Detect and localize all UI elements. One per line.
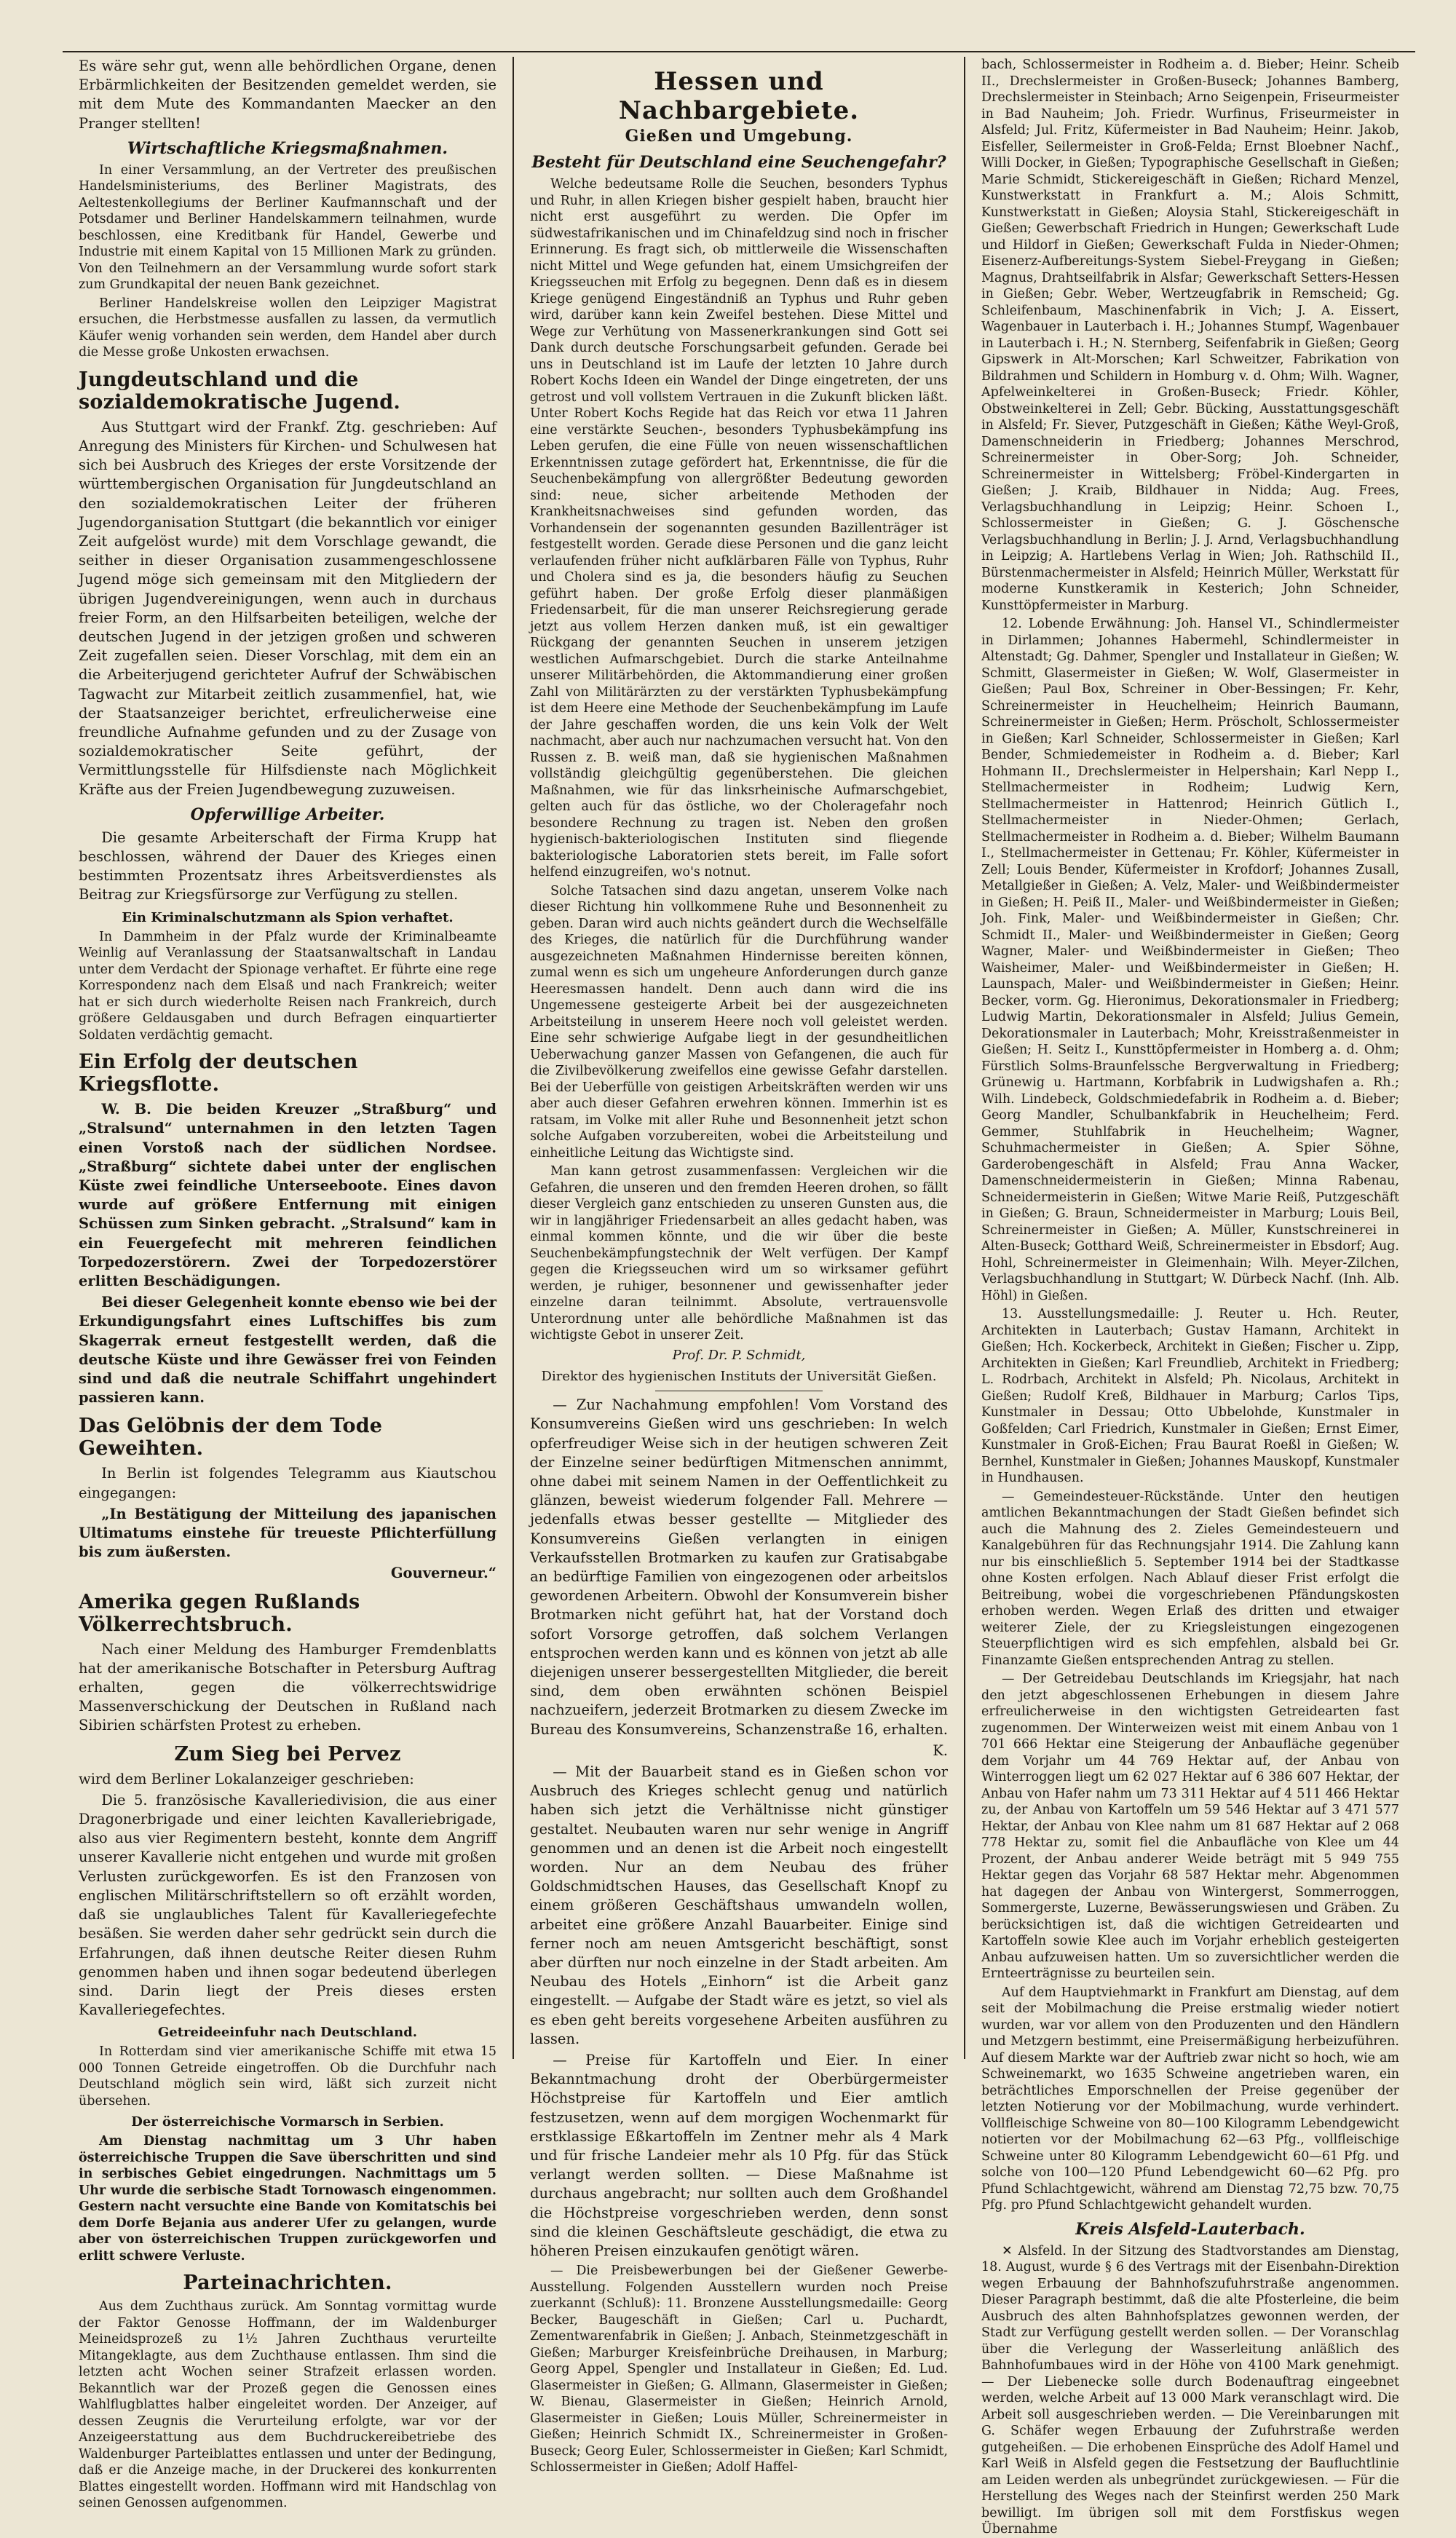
gemeinde-text: — Gemeindesteuer-Rückstände. Unter den heutigen amtlichen Bekanntmachungen der Stadt Gießen befindet sich auch die Mahnung des 2. Zieles Gemeindesteuern und Kanalgebühren für das Rechnungsjahr 1914. Die Zahlung kann nur bis einschließlich 5. September 1914 bei der Stadtkasse ohne Kosten erfolgen. Nach Ablauf dieser Frist erfolgt die Beitreibung, wobei die vorgeschriebenen Pfändungskosten erhoben werden. Wegen Erlaß des dritten und etwaiger weiterer Ziele, der zu Kriegsleistungen eingezogenen Steuerpflichtigen wird es sich empfehlen, alsbald bei Gr. Finanzamte Gießen entsprechenden Antrag zu stellen. (981, 1489, 1399, 1668)
serbien-text: Am Dienstag nachmittag um 3 Uhr haben österreichische Truppen die Save überschritten und sind in serbisches Gebiet eingedrungen. Nachmittags um 5 Uhr wurde die serbische Stadt Tornowasch eingenommen. Gestern nacht versuchte eine Bande von Komitatschis bei dem Dorfe Bejania aus anderer Ufer zu gelangen, wurde aber von österreichischen Truppen zurückgeworfen und erlitt schwere Verluste. (79, 2134, 496, 2264)
heading-getreide: Getreideeinfuhr nach Deutschland. (157, 2025, 418, 2041)
kreis-text: ✕ Alsfeld. In der Sitzung des Stadtvorstandes am Dienstag, 18. August, wurde § 6 des Vertrags mit der Eisenbahn-Direktion wegen Erbauung der Bahnhofszufuhrstraße angenommen. Dieser Paragraph bestimmt, daß die alte Pfosterleine, die beim Ausbruch des alten Bahnhofsplatzes gewonnen werden, der Stadt zur Verfügung gestellt werden sollen. — Der Voranschlag über die Verlegung der Wasserleitung anläßlich des Bahnhofumbaues wird in der Höhe von 4100 Mark genehmigt. — Der Liebenecke solle durch Bodenauftrag eingeebnet werden, welche Arbeit auf 13 000 Mark veranschlagt wird. Die Arbeit soll ausgeschrieben werden. — Die Vereinbarungen mit G. Schäfer wegen Erbauung der Zufuhrstraße werden gutgeheißen. — Die erhobenen Einsprüche des Adolf Hamel und Karl Weiß in Alsfeld gegen die Festsetzung der Baufluchtlinie am Leiden werden als unbegründet zurückgewiesen. — Für die Herstellung des Weges nach der Steinfirst werden 250 Mark bewilligt. Im übrigen soll mit dem Forstfiskus wegen Übernahme (981, 2243, 1400, 2537)
flotte-text-2: Bei dieser Gelegenheit konnte ebenso wie bei der Erkundigungsfahrt eines Luftschiffes bis zum Skagerrak erneut festgestellt werden, daß die deutsche Küste und ihre Gewässer frei von Feinden sind und daß die neutrale Schiffahrt ungehindert passieren kann. (79, 1294, 496, 1407)
getreidebau-text: — Der Getreidebau Deutschlands im Kriegsjahr, hat nach den jetzt abgeschlossenen Erhebungen in diesem Jahre erfreulicherweise in den wichtigsten Getreidearten fast zugenommen. Der Winterweizen weist mit einem Anbau von 1 701 666 Hektar eine Steigerung der Anbaufläche gegenüber dem Vorjahr um 44 769 Hektar auf, der Anbau von Winterroggen liegt um 62 027 Hektar auf 6 386 607 Hektar, der Anbau von Hafer nahm um 73 311 Hektar auf 4 511 466 Hektar zu, der Anbau von Kartoffeln um 59 546 Hektar auf 3 471 577 Hektar, der Anbau von Klee nahm um 81 687 Hektar auf 2 068 778 Hektar zu, somit fiel die Anbaufläche von Klee um 44 Prozent, der Anbau anderer Weide beträgt mit 5 949 755 Hektar gegen das Vorjahr 68 587 Hektar mehr. Abgenommen hat dagegen der Anbau von Wintergerst, Sommerroggen, Sommergerste, Luzerne, Bewässerungswiesen und Gräben. Zu berücksichtigen ist, daß die wichtigen Getreidearten und Kartoffeln sowie Klee auch im Vorjahr erheblich gesteigerten Anbau aufzuweisen hatten. Um so zuversichtlicher werden die Ernteerträgnisse zu beurteilen sein. (981, 1672, 1399, 1981)
kriegsmassnahmen-text-1: In einer Versammlung, an der Vertreter des preußischen Handelsministeriums, des Berliner Magistrats, des Aeltestenkollegiums der Berliner Kaufmannschaft und der Potsdamer und Berliner Handelskammern teilnahmen, wurde beschlossen, eine Kreditbank für Handel, Gewerbe und Industrie mit einem Kapital von 15 Millionen Mark zu gründen. Von den Teilnehmern an der Versammlung wurde sofort stark zum Grundkapital der neuen Bank gezeichnet. (79, 162, 496, 293)
seuche-text-3: Man kann getrost zusammenfassen: Vergleichen wir die Gefahren, die unseren und den fremden Heeren drohen, so fällt dieser Vergleich ganz entschieden zu unseren Gunsten aus, die wir in langjähriger Friedensarbeit an alles gedacht haben, was einmal kommen könnte, und die wir über die beste Seuchenbekämpfungstechnik der Welt verfügen. Der Kampf gegen die Kriegsseuchen wird um so wirksamer geführt werden, je ruhiger, besonnener und gewissenhafter jeder einzelne daran teilnimmt. Absolute, vertrauensvolle Unterordnung unter alle behördliche Maßnahmen ist das wichtigste Gebot in unserer Zeit. (530, 1164, 948, 1343)
bauarbeit-text: — Mit der Bauarbeit stand es in Gießen schon vor Ausbruch des Krieges schlecht genug und natürlich haben sich jetzt die Verhältnisse nicht günstiger gestaltet. Neubauten waren nur sehr wenige in Angriff genommen und an denen ist die Arbeit noch eingestellt worden. Nur an dem Neubau des früher Goldschmidtschen Hauses, das Gesellschaft Knopf zu einem größeren Geschäftshaus umwandeln wollen, arbeitet eine größere Anzahl Bauarbeiter. Einige sind ferner noch am neuen Amtsgericht beschäftigt, sonst aber dürften nur noch einzelne in der Stadt arbeiten. Am Neubau des Hotels „Einhorn“ ist die Arbeit ganz eingestellt. — Aufgabe der Stadt wäre es jetzt, so viel als es eben geht bereits vorgesehene Arbeiten ausführen zu lassen. (530, 1763, 948, 2047)
heading-spion: Ein Kriminalschutzmann als Spion verhaftet. (122, 909, 454, 925)
geloebnis-text-1: In Berlin ist folgendes Telegramm aus Kiautschou eingegangen: (79, 1465, 496, 1501)
liste-text-3: 13. Ausstellungsmedaille: J. Reuter u. Hch. Reuter, Architekten in Lauterbach; Gustav Hamann, Architekt in Gießen; Hch. Kockerbeck, Architekt in Gießen; Fischer u. Zipp, Architekten in Gießen; Karl Freundlieb, Architekt in Friedberg; L. Rodrbach, Architekt in Alsfeld; Ph. Nicolaus, Architekt in Gießen; Rudolf Kreß, Bildhauer in Marburg; Carlos Tips, Kunstmaler in Dessau; Otto Ubbelohde, Kunstmaler in Goßfelden; Carl Friedrich, Kunstmaler in Gießen; Ernst Eimer, Kunstmaler in Groß-Eichen; Frau Baurat Roeßl in Gießen; W. Bernhel, Kunstmaler in Gießen; Johannes Mauskopf, Kunstmaler in Hundhausen. (981, 1307, 1399, 1485)
heading-geloebnis: Das Gelöbnis der dem Tode Geweihten. (79, 1415, 383, 1460)
spion-text: In Dammheim in der Pfalz wurde der Kriminalbeamte Weinlig auf Veranlassung der Staatsanwaltschaft in Landau unter dem Verdacht der Spionage verhaftet. Er führte eine rege Korrespondenz nach dem Elsaß und nach Frankreich; weiter hat er sich durch wiederholte Reisen nach Frankreich, durch größere Geldausgaben und durch Befragen einquartierter Soldaten verdächtig gemacht. (79, 929, 496, 1043)
preise-text: — Preise für Kartoffeln und Eier. In einer Bekanntmachung droht der Oberbürgermeister Höchstpreise für Kartoffeln und Eier amtlich festzusetzen, wenn auf dem morgigen Wochenmarkt für erstklassige Eßkartoffeln im Zentner mehr als 4 Mark und für frische Landeier mehr als 10 Pfg. für das Stück verlangt werden sollten. — Diese Maßnahme ist durchaus angebracht; nur sollten auch dem Großhandel die Höchstpreise vorgeschrieben werden, denn sonst sind die kleinen Geschäftsleute geschädigt, die etwa zu höheren Preisen einzukaufen genötigt wären. (530, 2052, 948, 2260)
column-3 (964, 57, 1415, 2537)
seuche-signature-2: Direktor des hygienischen Instituts der Universität Gießen. (541, 1368, 937, 1384)
seuche-text-2: Solche Tatsachen sind dazu angetan, unserem Volke nach dieser Richtung hin vollkommene Ruhe und Besonnenheit zu geben. Daran wird auch nichts geändert durch die Wechselfälle des Krieges, die natürlich für die Durchführung wander ausgezeichneten Maßnahmen Hindernisse bereiten können, zumal wenn es sich um ungeheure Anforderungen durch ganze Heeresmassen handelt. Denn auch dann wird die ins Ungemessene gesteigerte Arbeit bei der ausgezeichneten Arbeitsteilung in unserem Heere noch voll geleistet werden. Eine sehr schwierige Aufgabe liegt in der gesundheitlichen Ueberwachung ganzer Massen von Gefangenen, die auch für die Zivilbevölkerung zweifellos eine gewisse Gefahr darstellen. Bei der Ueberfülle von geistigen Arbeitskräften werden wir uns aber auch dieser Gefahren erwehren können. Immerhin ist es ratsam, im Volke mit aller Ruhe und Besonnenheit jetzt schon solche Aufgaben vorzubereiten, wobei die Arbeitsteilung und einheitliche Leitung das Wichtigste sind. (530, 883, 948, 1161)
geloebnis-text-2: „In Bestätigung der Mitteilung des japanischen Ultimatums einstehe für treueste Pflichterfüllung bis zum äußersten. (79, 1505, 496, 1561)
viehmarkt-text: Auf dem Hauptviehmarkt in Frankfurt am Dienstag, auf dem seit der Mobilmachung die Preise erstmalig wieder notiert wurden, war vor allem von den Produzenten und den Händlern und Metzgern bestimmt, eine Preisermäßigung herbeizuführen. Auf diesem Markte war der Auftrieb zwar nicht so hoch, wie am Schweinemarkt, wo 1635 Schweine angetrieben waren, ein beträchtliches Emporschnellen der Preise gegenüber der letzten Notierung vor der Mobilmachung, wurde verhindert. Vollfleischige Schweine von 80—100 Kilogramm Lebendgewicht notierten vor der Mobilmachung 62—63 Pfg., vollfleischige Schweine unter 80 Kilogramm Lebendgewicht 60—61 Pfg. und solche von 100—120 Pfund Lebendgewicht 60—62 Pfg. pro Pfund Schlachtgewicht, während am Dienstag 72,75 bzw. 70,75 Pfg. pro Pfund Schlachtgewicht gehandelt wurden. (981, 1985, 1399, 2213)
pervez-text-2: Die 5. französische Kavalleriedivision, die aus einer Dragonerbrigade und einer leichten Kavalleriebrigade, also aus vier Regimentern besteht, konnte dem Angriff unserer Kavallerie nicht entgehen und wurde mit großen Verlusten zurückgeworfen. Es ist den Franzosen von englischen Militärschriftstellern so oft erzählt worden, daß sie unglaubliches Talent für Kavalleriegefechte besäßen. Sie werden daher sehr gedrückt sein durch die Erfahrungen, daß ihnen deutsche Reiter diesen Ruhm genommen haben und ihnen sogar bedeutend überlegen sind. Darin liegt der Preis dieses ersten Kavalleriegefechtes. (79, 1791, 496, 2019)
liste-text-1: bach, Schlossermeister in Rodheim a. d. Bieber; Heinr. Scheib II., Drechslermeister in Großen-Buseck; Johannes Bamberg, Drechslermeister in Steinbach; Arno Seigenpein, Friseurmeister in Bad Nauheim; Joh. Friedr. Wurfinus, Friseurmeister in Alsfeld; Jul. Fritz, Küfermeister in Bad Nauheim; Heinr. Jakob, Eisfeller, Seilermeister in Groß-Felda; Ernst Bloebner Nachf., Willi Docker, in Gießen; Typographische Gesellschaft in Gießen; Marie Schmidt, Stickereigeschäft in Gießen; Richard Menzel, Kunstwerkstatt in Frankfurt a. M.; Alois Schmitt, Kunstwerkstatt in Gießen; Aloysia Stahl, Stickereigeschäft in Gießen; Gewerbschaft Friedrich in Hungen; Gewerkschaft Lude und Hildorf in Gießen; Gewerkschaft Fulda in Nieder-Ohmen; Eisenerz-Aufbereitungs-System Siebel-Freygang in Gießen; Magnus, Drahtseilfabrik in Alsfar; Gewerkschaft Setters-Hessen in Gießen; Gebr. Weber, Wertzeugfabrik in Remscheid; Gg. Schleifenbaum, Maschinenfabrik in Vich; J. A. Eissert, Wagenbauer in Lauterbach i. H.; Johannes Stumpf, Wagenbauer in Lauterbach i. H.; N. Sternberg, Seifenfabrik in Gießen; Georg Gipswerk in Alt-Morschen; Karl Schweitzer, Fabrikation von Bildrahmen und Schildern in Homburg v. d. Ohm; Wilh. Wagner, Apfelweinkelterei in Großen-Buseck; Friedr. Köhler, Obstweinkelterei in Zell; Gebr. Bücking, Ausstattungsgeschäft in Alsfeld; Fr. Siever, Putzgeschäft in Gießen; Käthe Weyl-Groß, Damenschneiderin in Friedberg; Johannes Merschrod, Schreinermeister in Ober-Sorg; Joh. Schneider, Schreinermeister in Wittelsberg; Fröbel-Kindergarten in Gießen; J. Kraib, Bildhauer in Nidda; Aug. Frees, Verlagsbuchhandlung in Leipzig; Heinr. Schoen I., Schlossermeister in Gießen; G. J. Göschensche Verlagsbuchhandlung in Berlin; J. J. Arnd, Verlagsbuchhandlung in Leipzig; A. Hartlebens Verlag in Wien; Joh. Rathschild II., Bürstenmachermeister in Alsfeld; Heinrich Müller, Werkstatt für moderne Kunstkeramik in Kesterich; John Schneider, Kunsttöpfermeister in Marburg. (981, 58, 1400, 613)
heading-jugend: Jungdeutschland und die sozialdemokratische Jugend. (79, 368, 400, 414)
section-banner: Hessen und Nachbargebiete. (618, 67, 860, 125)
heading-seuche: Besteht für Deutschland eine Seuchengefahr? (531, 153, 946, 173)
heading-serbien: Der österreichische Vormarsch in Serbien. (131, 2114, 444, 2130)
arbeiter-text: Die gesamte Arbeiterschaft der Firma Krupp hat beschlossen, während der Dauer des Krieges einen bestimmten Prozentsatz ihres Arbeitsverdienstes als Beitrag zur Kriegsfürsorge zur Verfügung zu stellen. (79, 829, 496, 904)
section-subbanner: Gießen und Umgebung. (625, 127, 853, 146)
heading-arbeiter: Opferwillige Arbeiter. (190, 805, 385, 824)
jugend-text: Aus Stuttgart wird der Frankf. Ztg. geschrieben: Auf Anregung des Ministers für Kirchen- und Schulwesen hat sich bei Ausbruch des Krieges der erste Vorsitzende der württembergischen Organisation für Jungdeutschland an den sozialdemokratischen Leiter der früheren Jugendorganisation Stuttgart (die bekanntlich vor einiger Zeit aufgelöst wurde) mit dem Vorschlage gewandt, die seither in dieser Organisation zusammengeschlossene Jugend möge sich gemeinsam mit den Mitgliedern der übrigen Jugendvereinigungen, wenn auch in durchaus freier Form, an den Hilfsarbeiten beteiligen, welche der deutschen Jugend in der jetzigen großen und schweren Zeit zugefallen seien. Dieser Vorschlag, mit dem ein an die Arbeiterjugend gerichteter Aufruf der Schwäbischen Tagwacht zur Mitarbeit zeitlich zusammenfiel, hat, wie der Staatsanzeiger berichtet, erfreulicherweise eine freundliche Aufnahme gefunden und zu der Zusage von sozialdemokratischer Seite geführt, der Vermittlungsstelle für Hilfsdienste nach Möglichkeit Kräfte aus der Freien Jugendbewegung zuzuweisen. (79, 418, 496, 798)
geloebnis-signature: Gouverneur.“ (390, 1565, 496, 1582)
heading-partei: Parteinachrichten. (183, 2272, 392, 2295)
seuche-text-1: Welche bedeutsame Rolle die Seuchen, besonders Typhus und Ruhr, in allen Kriegen bisher gespielt haben, braucht hier nicht erst ausgeführt zu werden. Die Opfer im südwestafrikanischen und im Chinafeldzug sind noch in frischer Erinnerung. Es fragt sich, ob mittlerweile die Wissenschaften nicht Mittel und Wege gefunden hat, einem Umsichgreifen der Kriegsseuchen mit Erfolg zu begegnen. Denn daß es in diesem Kriege genügend Eingeständniß an Typhus und Ruhr geben wird, darüber kann kein Zweifel bestehen. Diese Mittel und Wege zur Verhütung von Massenerkrankungen sind Gott sei Dank durch deutsche Forschungsarbeit gefunden. Gerade bei uns in Deutschland ist im Laufe der letzten 10 Jahre durch Robert Kochs Ideen ein Wandel der Dinge eingetreten, der uns getrost und voll vollstem Vertrauen in die Zukunft blicken läßt. Unter Robert Kochs Regide hat das Reich vor etwa 11 Jahren eine verstärkte Seuchen-, besonders Typhusbekämpfung ins Leben gerufen, die eine Fülle von neuen wissenschaftlichen Erkenntnissen zutage gefördert hat, Erkenntnisse, die für die Seuchenbekämpfung von allergrößter Bedeutung geworden sind: neue, sicher arbeitende Methoden der Krankheitsnachweises sind gefunden worden, das Vorhandensein der sogenannten gesunden Bazillenträger ist festgestellt worden. Gerade diese Personen und die ganz leicht verlaufenden früher nicht aufklärbaren Fälle von Typhus, Ruhr und Cholera sind es ja, die besonders häufig zu Seuchen geführt haben. Der große Erfolg dieser planmäßigen Friedensarbeit, für die man unserer Reichsregierung gerade jetzt aus vollem Herzen danken muß, ist ein gewaltiger Rückgang der genannten Seuchen in unserem jetzigen westlichen Aufmarschgebiet. Durch die starke Anteilnahme unserer Militärbehörden, die Aktommandierung einer großen Zahl von Militärärzten zu der verstärkten Typhusbekämpfung ist dem Heere eine Methode der Seuchenbekämpfung im Laufe der Jahre geschaffen worden, die uns kein Volk der Welt nachmacht, aber auch nur nachzumachen versucht hat. Von den Russen z. B. weiß man, daß sie hygienischen Maßnahmen vollständig gleichgültig gegenüberstehen. Die gleichen Maßnahmen, wie für das linksrheinische Aufmarschgebiet, gelten auch für das östliche, wo der Choleragefahr noch besondere Rechnung zu tragen ist. Neben den großen hygienisch-bakteriologischen Instituten sind fliegende bakteriologische Laboratorien stets bereit, im Falle sofort helfend einzugreifen, wo's notnut. (530, 177, 948, 880)
kriegsmassnahmen-text-2: Berliner Handelskreise wollen den Leipziger Magistrat ersuchen, die Herbstmesse ausfallen zu lassen, da vermutlich Käufer wenig vorhanden sein werden, dem Handel aber durch die Messe große Unkosten erwachsen. (79, 296, 496, 360)
heading-pervez: Zum Sieg bei Pervez (174, 1742, 401, 1766)
pervez-text-1: wird dem Berliner Lokalanzeiger geschrieben: (79, 1770, 414, 1787)
seuche-signature: Prof. Dr. P. Schmidt, (672, 1347, 806, 1363)
nachahmung-text: — Zur Nachahmung empfohlen! Vom Vorstand des Konsumvereins Gießen wird uns geschrieben: In welch opferfreudiger Weise sich in der heutigen schweren Zeit der Einzelne seiner bedürftigen Mitmenschen annimmt, ohne dabei mit seinem Namen in der Oeffentlichkeit zu glänzen, beweist wiederum folgender Fall. Mehrere — jedenfalls etwas besser gestellte — Mitglieder des Konsumvereins Gießen verlangten in einigen Verkaufsstellen Brotmarken zu kaufen zur Gratisabgabe an bedürftige Familien von eingezogenen oder arbeitslos gewordenen Arbeitern. Obwohl der Konsumverein bisher Brotmarken nicht geführt hat, hat der Vorstand doch sofort Vorsorge getroffen, daß solchem Verlangen entsprochen werden kann und es können von jetzt ab alle diejenigen unserer bessergestellten Mitglieder, die bereit sind, dem oben erwähnten schönen Beispiel nachzueifern, jederzeit Brotmarken zu diesem Zwecke im Bureau des Konsumvereins, Schanzenstraße 16, erhalten. (530, 1396, 948, 1738)
heading-flotte: Ein Erfolg der deutschen Kriegsflotte. (79, 1051, 358, 1096)
flotte-text: W. B. Die beiden Kreuzer „Straßburg“ und „Stralsund“ unternahmen in den letzten Tagen einen Vorstoß nach der südlichen Nordsee. „Straßburg“ sichtete dabei unter der englischen Küste zwei feindliche Unterseeboote. Eines davon wurde auf größere Entfernung mit einigen Schüssen zum Sinken gebracht. „Stralsund“ kam in ein Feuergefecht mit mehreren feindlichen Torpedozerstörern. Zwei der Torpedozerstörer erlitten Beschädigungen. (79, 1101, 496, 1290)
column-2 (513, 57, 964, 2475)
amerika-text: Nach einer Meldung des Hamburger Fremdenblatts hat der amerikanische Botschafter in Petersburg Auftrag erhalten, gegen die völkerrechtswidrige Massenverschickung der Deutschen in Rußland nach Sibirien schärfsten Protest zu erheben. (79, 1640, 496, 1734)
heading-kreis: Kreis Alsfeld-Lauterbach. (1075, 2219, 1305, 2239)
intro-paragraph: Es wäre sehr gut, wenn alle behördlichen Organe, denen Erbärmlichkeiten der Besitzenden gemeldet werden, sie mit dem Mute des Kommandanten Maecker an den Pranger stellten! (79, 58, 496, 132)
liste-text-2: 12. Lobende Erwähnung: Joh. Hansel VI., Schindlermeister in Dirlammen; Johannes Habermehl, Schindlermeister in Altenstadt; Gg. Dahmer, Spengler und Installateur in Gießen; W. Schmitt, Glasermeister in Gießen; W. Wolf, Glasermeister in Gießen; Paul Box, Schreiner in Ober-Bessingen; Fr. Kehr, Schreinermeister in Heuchelheim; Heinrich Baumann, Schreinermeister in Gießen; Herm. Pröscholt, Schlossermeister in Gießen; Karl Schneider, Schlossermeister in Gießen; Karl Bender, Schmiedemeister in Rodheim a. d. Bieber; Karl Hohmann II., Drechslermeister in Helpershain; Karl Nepp I., Stellmachermeister in Rodheim; Ludwig Kern, Stellmachermeister in Hattenrod; Heinrich Gütlich I., Stellmachermeister in Nieder-Ohmen; Gerlach, Stellmachermeister in Rodheim a. d. Bieber; Wilhelm Baumann I., Stellmachermeister in Gettenau; Fr. Köhler, Küfermeister in Zell; Louis Bender, Küfermeister in Krofdorf; Johannes Zusall, Metallgießer in Gießen; A. Velz, Maler- und Weißbindermeister in Gießen; H. Peiß II., Maler- und Weißbindermeister in Gießen; Joh. Fink, Maler- und Weißbindermeister in Gießen; Chr. Schmidt II., Maler- und Weißbindermeister in Gießen; Georg Wagner, Maler- und Weißbindermeister in Gießen; Theo Waisheimer, Maler- und Weißbindermeister in Gießen; H. Launspach, Maler- und Weißbindermeister in Gießen; Heinr. Becker, vorm. Gg. Hieronimus, Dekorationsmaler in Friedberg; Ludwig Martin, Dekorationsmaler in Alsfeld; Julius Gemein, Dekorationsmaler in Lauterbach; Mohr, Kreisstraßenmeister in Gießen; H. Seitz I., Kunsttöpfermeister in Homberg a. d. Ohm; Fürstlich Solms-Braunfelssche Bergverwaltung in Friedberg; Grünewig u. Hartmann, Korbfabrik in Ludwigshafen a. Rh.; Wilh. Lindebeck, Goldschmiedefabrik in Rodheim a. d. Bieber; Georg Mandler, Schulbankfabrik in Heuchelheim; Ferd. Gemmer, Stuhlfabrik in Heuchelheim; Wagner, Schuhmachermeister in Gießen; A. Spier Söhne, Garderobengeschäft in Alsfeld; Frau Anna Wacker, Damenschneidermeisterin in Gießen; Minna Rabenau, Schneidermeisterin in Gießen; Witwe Marie Reiß, Putzgeschäft in Gießen; G. Braun, Schneidermeister in Marburg; Louis Beil, Schreinermeister in Gießen; A. Müller, Kunstschreinerei in Alten-Buseck; Gotthard Weiß, Schreinermeister in Ebsdorf; Aug. Hohl, Schreinermeister in Gleimenhain; Wilh. Meyer-Zilchen, Verlagsbuchhandlung in Stuttgart; W. Dürbeck Nachf. (Inh. Alb. Höhl) in Gießen. (981, 617, 1399, 1303)
nachahmung-signature: K. (933, 1742, 948, 1759)
column-1 (63, 57, 513, 2511)
ausstellung-text: — Die Preisbewerbungen bei der Gießener Gewerbe-Ausstellung. Folgenden Ausstellern wurden noch Preise zuerkannt (Schluß): 11. Bronzene Ausstellungsmedaille: Georg Becker, Baugeschäft in Gießen; Carl u. Puchardt, Zementwarenfabrik in Gießen; J. Anbach, Steinmetzgeschäft in Gießen; Marburger Kreisfeinbrüche Dreihausen, in Marburg; Georg Appel, Spengler und Installateur in Gießen; Ed. Lud. Glasermeister in Gießen; G. Allmann, Glasermeister in Gießen; W. Bienau, Glasermeister in Gießen; Heinrich Arnold, Glasermeister in Gießen; Louis Müller, Schreinermeister in Gießen; Heinrich Schmidt IX., Schreinermeister in Großen-Buseck; Georg Euler, Schlossermeister in Gießen; Karl Schmidt, Schlossermeister in Gießen; Adolf Haffel- (530, 2264, 948, 2475)
heading-kriegsmassnahmen: Wirtschaftliche Kriegsmaßnahmen. (127, 138, 448, 158)
heading-amerika: Amerika gegen Rußlands Völkerrechtsbruch. (79, 1590, 360, 1636)
partei-text: Aus dem Zuchthaus zurück. Am Sonntag vormittag wurde der Faktor Genosse Hoffmann, der im Waldenburger Meineidsprozeß zu 1½ Jahren Zuchthaus verurteilte Mitangeklagte, aus dem Zuchthause entlassen. Ihm sind die letzten acht Wochen seiner Strafzeit erlassen worden. Bekanntlich war der Prozeß gegen die Genossen eines Wahlflugblattes halber eingeleitet worden. Der Anzeiger, auf dessen Zeugnis die Verurteilung erfolgte, war vor der Anzeigeerstattung aus dem Buchdruckereibetriebe des Waldenburger Parteiblattes entlassen und unter der Bedingung, daß er die Anzeige mache, in der Druckerei des konkurrenten Blattes eingestellt worden. Hoffmann wird mit Handschlag von seinen Genossen aufgenommen. (79, 2299, 496, 2511)
getreide-text: In Rotterdam sind vier amerikanische Schiffe mit etwa 15 000 Tonnen Getreide eingetroffen. Ob die Durchfuhr nach Deutschland möglich sein wird, läßt sich zurzeit nicht übersehen. (79, 2044, 496, 2108)
